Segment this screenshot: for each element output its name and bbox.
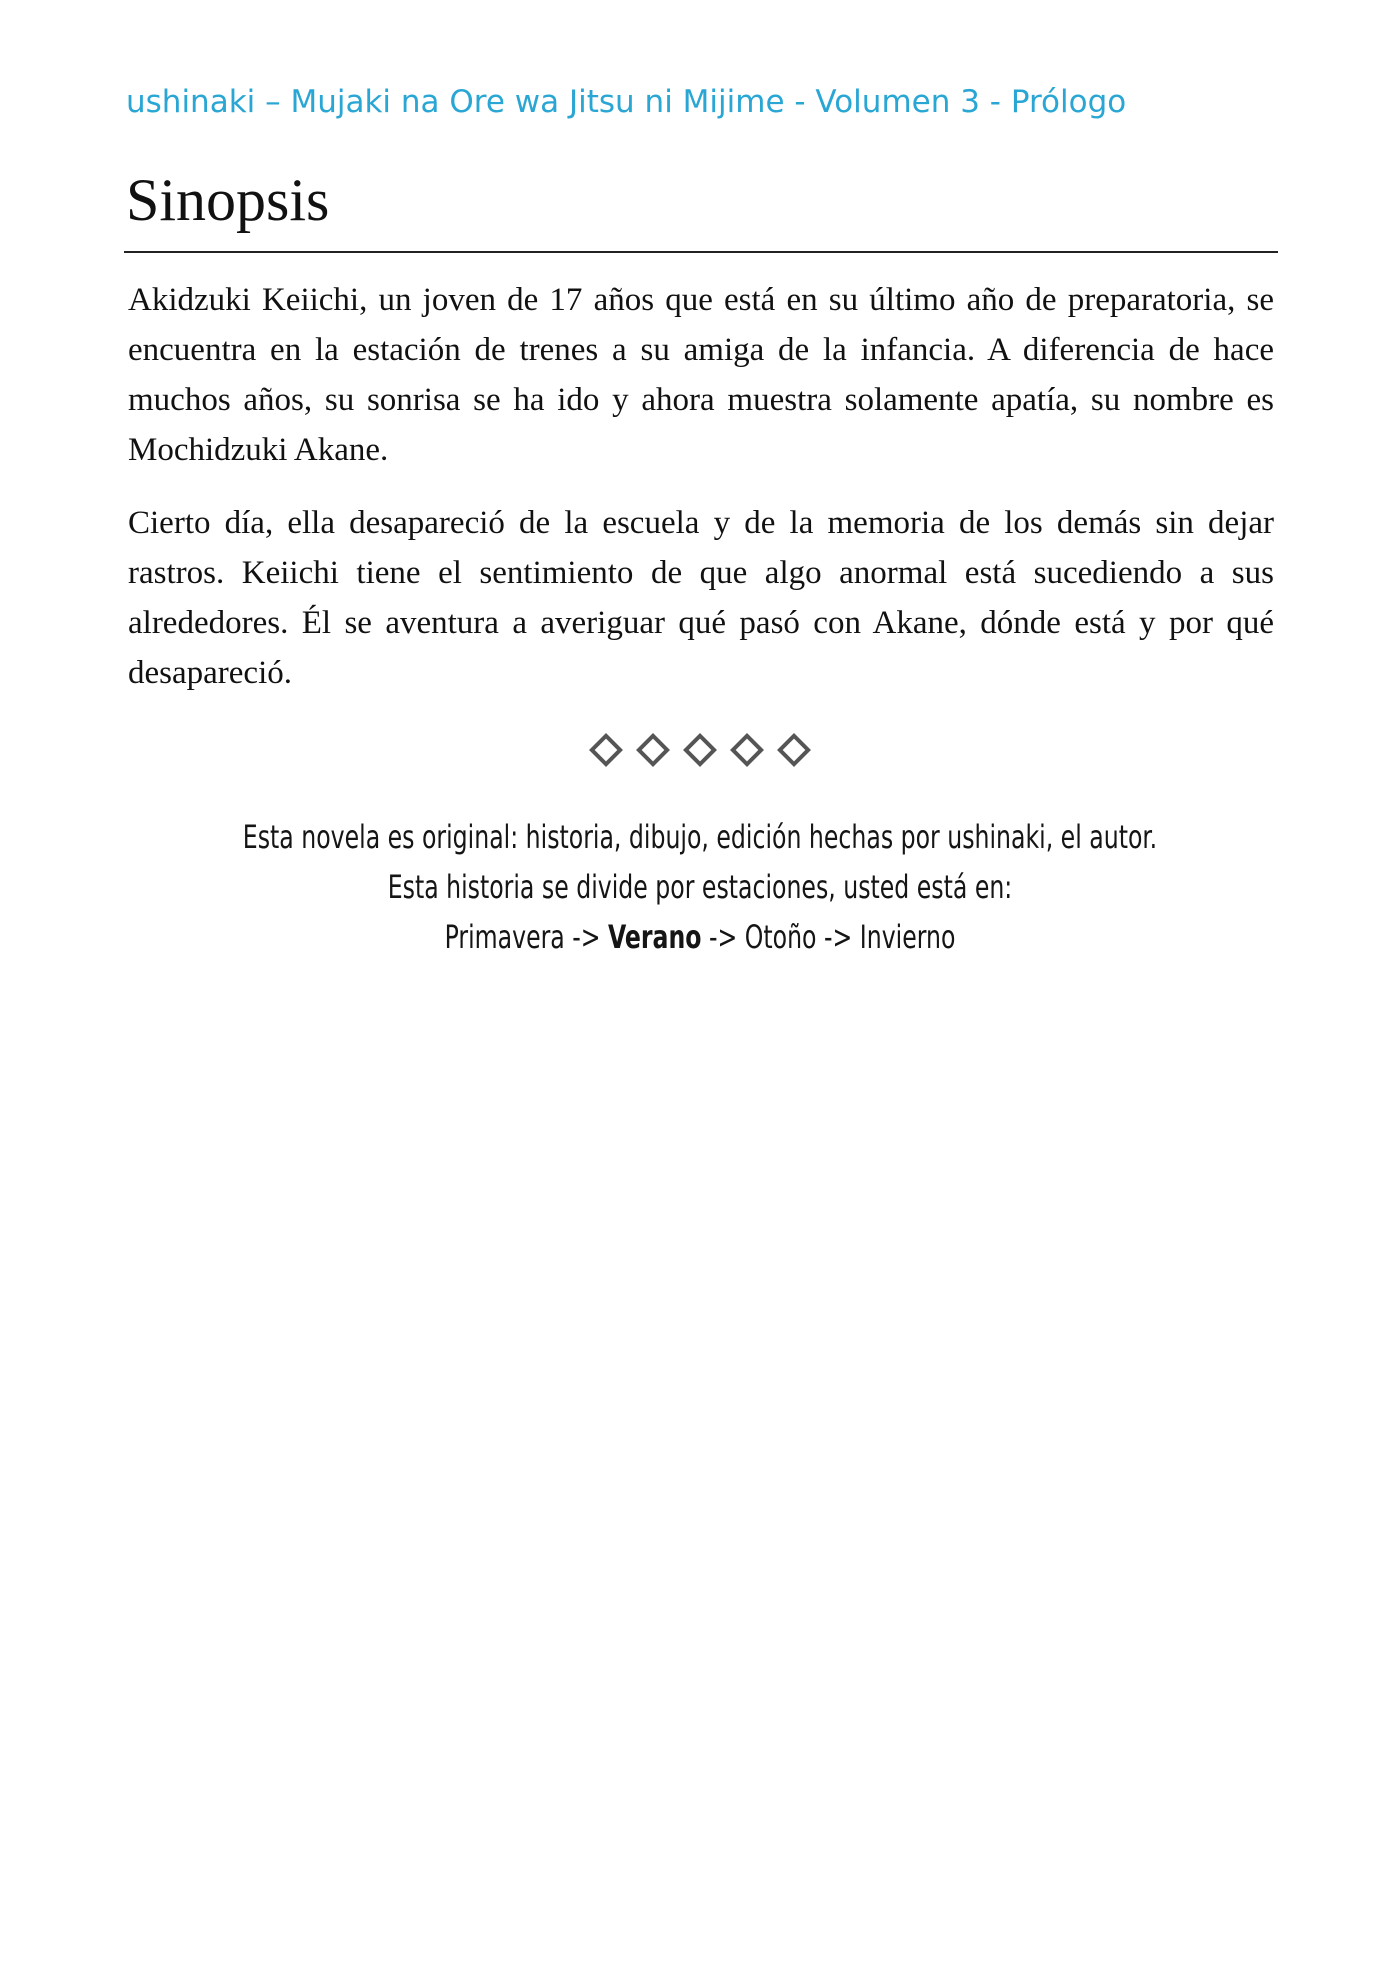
- diamond-outline-icon: [730, 733, 764, 767]
- synopsis-paragraph-1: Akidzuki Keiichi, un joven de 17 años que está en su último año de preparatoria, se encuentra en la estación de trenes a su amiga de la infancia. A diferencia de hace muchos años, su sonrisa se ha ido y ahora muestra solamente apatía, su nombre es Mochidzuki Akane.: [128, 282, 1274, 468]
- diamond-outline-icon: [636, 733, 670, 767]
- diamond-outline-icon: [683, 733, 717, 767]
- section-title: Sinopsis: [126, 167, 330, 233]
- season-sequence: [208, 912, 1192, 962]
- synopsis-paragraph-2: Cierto día, ella desapareció de la escuela y de la memoria de los demás sin dejar rastros. Keiichi tiene el sentimiento de que algo anormal está sucediendo a sus alrededores. Él se aventura a averiguar qué pasó con Akane, dónde está y por qué desapareció.: [128, 505, 1274, 691]
- season-autumn: Otoño: [744, 918, 817, 956]
- season-summer-current: Verano: [608, 918, 702, 956]
- author-note-line-1: Esta novela es original: historia, dibujo, edición hechas por ushinaki, el autor.: [242, 818, 1158, 856]
- title-rule: [124, 251, 1278, 253]
- season-arrow: ->: [709, 918, 738, 956]
- season-arrow: ->: [823, 918, 853, 956]
- season-arrow: ->: [572, 918, 601, 956]
- season-spring: Primavera: [444, 918, 565, 956]
- season-winter: Invierno: [859, 918, 956, 956]
- author-note-line-2: Esta historia se divide por estaciones, usted está en:: [387, 868, 1013, 906]
- diamond-outline-icon: [777, 733, 811, 767]
- diamond-outline-icon: [589, 733, 623, 767]
- running-header: ushinaki – Mujaki na Ore wa Jitsu ni Mijime - Volumen 3 - Prólogo: [126, 84, 1127, 120]
- diamond-divider: [590, 728, 810, 772]
